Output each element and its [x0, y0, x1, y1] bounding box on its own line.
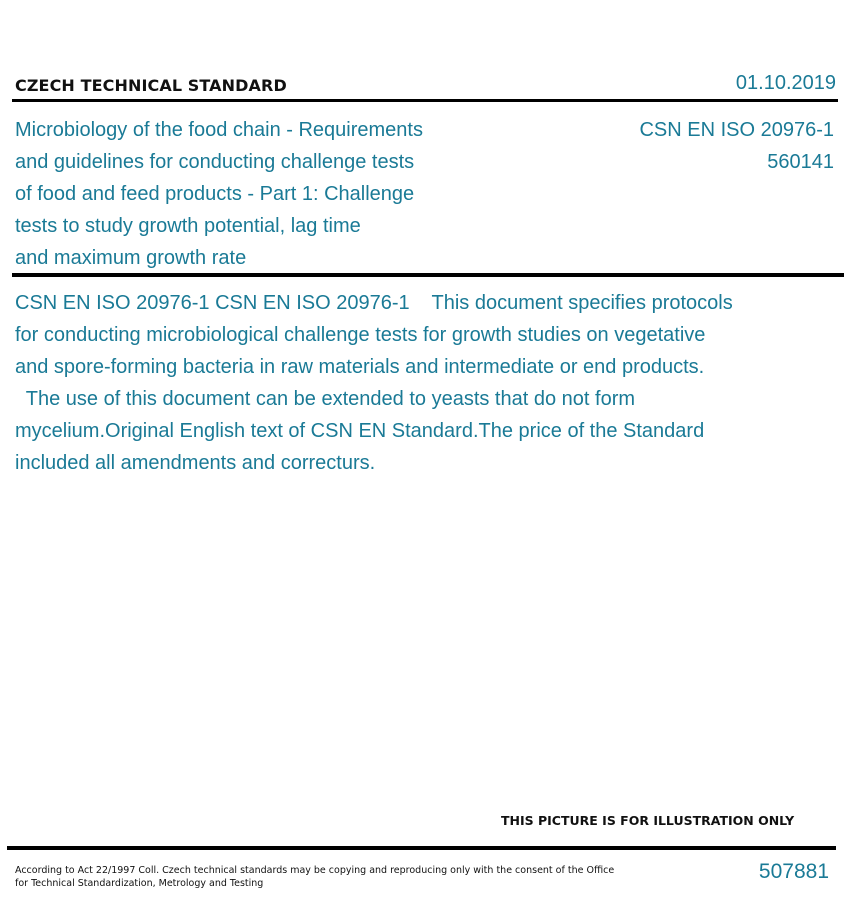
abstract-line: for conducting microbiological challenge tests for growth studies on vegetative — [15, 324, 706, 346]
legal-notice-line: According to Act 22/1997 Coll. Czech technical standards may be copying and reproducing only with the consent of the Office — [15, 865, 615, 876]
title-divider — [12, 273, 844, 277]
footer-divider — [7, 846, 836, 850]
legal-notice-line: for Technical Standardization, Metrology and Testing — [15, 878, 264, 889]
title-line: Microbiology of the food chain - Requirements — [15, 119, 423, 141]
title-line: of food and feed products - Part 1: Challenge — [15, 183, 415, 205]
catalog-number: 560141 — [767, 151, 834, 173]
document-code: 507881 — [758, 860, 829, 883]
title-line: and guidelines for conducting challenge tests — [15, 151, 415, 173]
abstract-line: included all amendments and correcturs. — [15, 452, 376, 474]
publication-date: 01.10.2019 — [735, 72, 836, 94]
legal-notice — [15, 864, 614, 890]
abstract-line: The use of this document can be extended to yeasts that do not form — [15, 388, 636, 410]
standard-codes — [639, 114, 834, 178]
abstract-line: and spore-forming bacteria in raw materials and intermediate or end products. — [15, 356, 705, 378]
abstract-text — [15, 287, 815, 479]
abstract-line: mycelium.Original English text of CSN EN Standard.The price of the Standard — [15, 420, 705, 442]
header-divider — [12, 99, 838, 102]
abstract-line: CSN EN ISO 20976-1 CSN EN ISO 20976-1 This document specifies protocols — [15, 292, 733, 314]
standard-number: CSN EN ISO 20976-1 — [639, 119, 834, 141]
title-line: and maximum growth rate — [15, 247, 247, 269]
illustration-disclaimer: THIS PICTURE IS FOR ILLUSTRATION ONLY — [501, 813, 795, 828]
document-type-label: CZECH TECHNICAL STANDARD — [15, 76, 287, 95]
title-line: tests to study growth potential, lag time — [15, 215, 361, 237]
standard-title — [15, 114, 465, 274]
